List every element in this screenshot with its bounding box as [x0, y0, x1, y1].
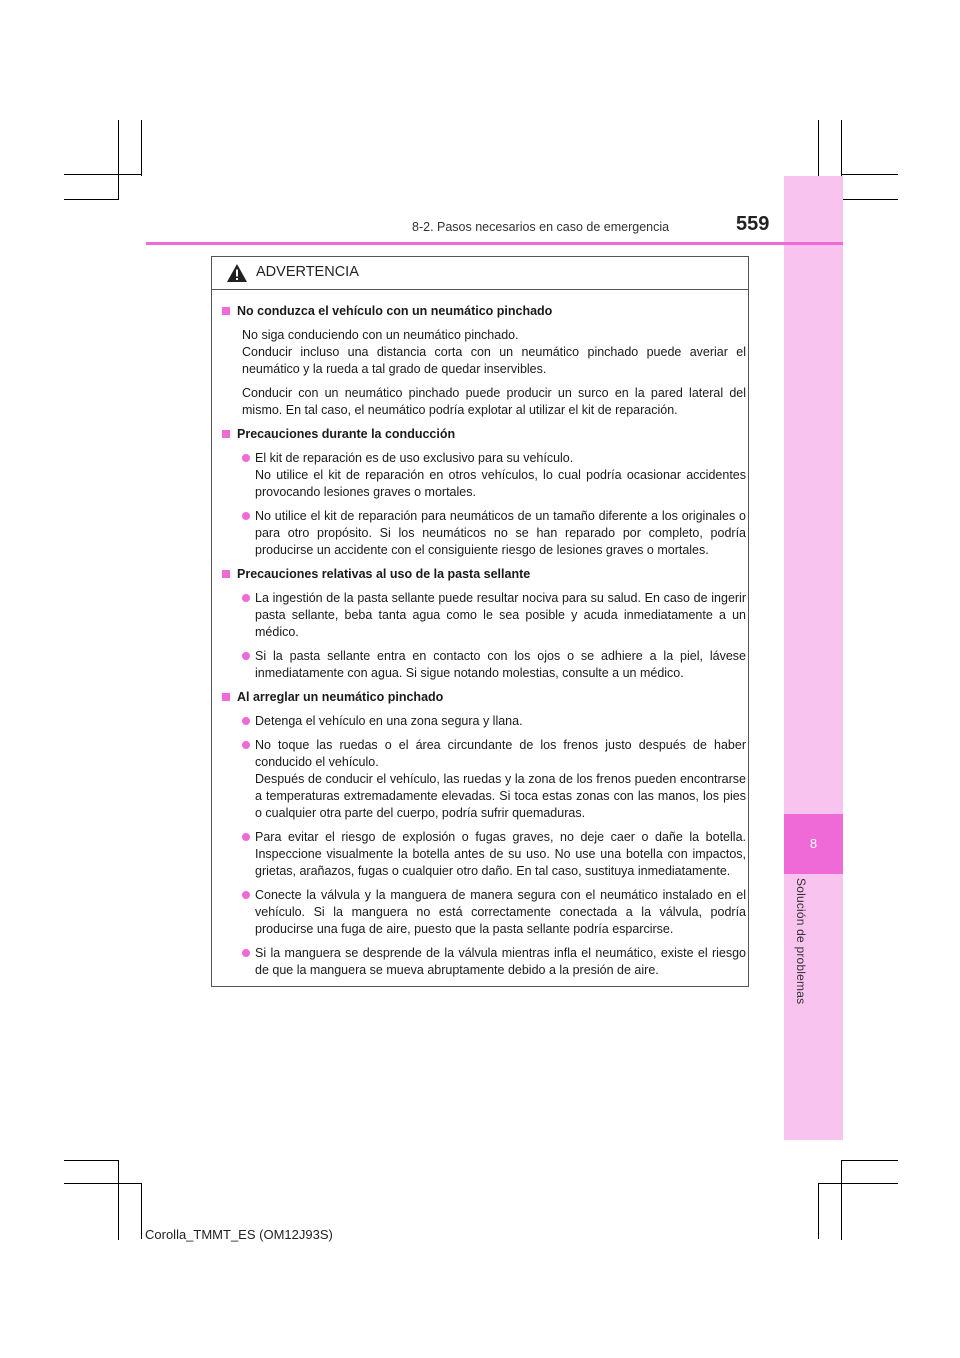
crop-mark [842, 1160, 898, 1161]
crop-mark [841, 1160, 842, 1240]
list-item: Si la pasta sellante entra en contacto con los ojos o se adhiere a la piel, lávese inmediatamente con agua. Si sigue notando molestias, consulte a un médico. [242, 648, 746, 682]
square-bullet-icon [222, 693, 230, 701]
crop-mark [818, 1183, 898, 1184]
circle-bullet-icon [242, 454, 250, 462]
circle-bullet-icon [242, 891, 250, 899]
page-number: 559 [736, 213, 770, 235]
paragraph: Conducir con un neumático pinchado puede producir un surco en la pared lateral del mismo. En tal caso, el neumático podría explotar al utilizar el kit de reparación. [242, 386, 746, 417]
paragraph: No siga conduciendo con un neumático pinchado. [242, 328, 519, 342]
circle-bullet-icon [242, 949, 250, 957]
footer-document-id: Corolla_TMMT_ES (OM12J93S) [145, 1227, 333, 1242]
crop-mark [64, 1160, 119, 1161]
crop-mark [118, 1160, 119, 1240]
list-item: La ingestión de la pasta sellante puede resultar nociva para su salud. En caso de ingerir pasta sellante, beba tanta agua como le sea posible y acuda inmediatamente a un médico. [242, 590, 746, 641]
crop-mark [818, 1183, 819, 1239]
list-item: Para evitar el riesgo de explosión o fugas graves, no deje caer o dañe la botella. Inspeccione visualmente la botella antes de su uso. No use una botella con impactos, grietas, arañazos, fugas o cualquier otro daño. En tal caso, sustituya inmediatamente. [242, 829, 746, 880]
circle-bullet-icon [242, 652, 250, 660]
section-heading: No conduzca el vehículo con un neumático pinchado [222, 303, 746, 320]
crop-mark [842, 174, 898, 175]
warning-title: ADVERTENCIA [256, 264, 359, 280]
crop-mark [118, 120, 119, 200]
section-title: 8-2. Pasos necesarios en caso de emergencia [412, 220, 670, 234]
warning-box [211, 256, 749, 987]
circle-bullet-icon [242, 741, 250, 749]
warning-header [212, 257, 748, 290]
list-item: Conecte la válvula y la manguera de manera segura con el neumático instalado en el vehículo. Si la manguera no está correctamente conectada a la válvula, podría producirse una fuga de aire, puesto que la pasta sellante podría esparcirse. [242, 887, 746, 938]
square-bullet-icon [222, 307, 230, 315]
crop-mark [842, 199, 898, 200]
chapter-number-badge [784, 814, 843, 874]
list-item: No toque las ruedas o el área circundante de los frenos justo después de haber conducido el vehículo. [242, 737, 746, 771]
list-item: Si la manguera se desprende de la válvula mientras infla el neumático, existe el riesgo de que la manguera se mueva abruptamente debido a la presión de aire. [242, 945, 746, 979]
header-rule [146, 242, 843, 245]
chapter-number: 8 [809, 836, 818, 851]
circle-bullet-icon [242, 512, 250, 520]
crop-mark [64, 174, 142, 175]
crop-mark [141, 1183, 142, 1239]
crop-mark [64, 199, 119, 200]
crop-mark [141, 120, 142, 176]
circle-bullet-icon [242, 833, 250, 841]
circle-bullet-icon [242, 594, 250, 602]
list-item: El kit de reparación es de uso exclusivo para su vehículo. [242, 450, 746, 467]
section-heading: Precauciones durante la conducción [222, 426, 746, 443]
list-item: No utilice el kit de reparación para neumáticos de un tamaño diferente a los originales o para otro propósito. Si los neumáticos no se han reparado por completo, podría producirse un accidente con el consiguiente riesgo de lesiones graves o mortales. [242, 508, 746, 559]
square-bullet-icon [222, 430, 230, 438]
section-heading: Al arreglar un neumático pinchado [222, 689, 746, 706]
crop-mark [841, 120, 842, 176]
chapter-title: Solución de problemas [794, 878, 808, 1005]
circle-bullet-icon [242, 717, 250, 725]
warning-triangle-icon [226, 263, 248, 283]
section-heading: Precauciones relativas al uso de la pasta sellante [222, 566, 746, 583]
paragraph: No utilice el kit de reparación en otros vehículos, lo cual podría ocasionar accidentes provocando lesiones graves o mortales. [255, 468, 746, 499]
square-bullet-icon [222, 570, 230, 578]
paragraph: Después de conducir el vehículo, las ruedas y la zona de los frenos pueden encontrarse a temperaturas extremadamente elevadas. Si toca estas zonas con las manos, los pies o cualquier otra parte del cuerpo, podría sufrir quemaduras. [255, 772, 746, 820]
list-item: Detenga el vehículo en una zona segura y llana. [242, 713, 746, 730]
crop-mark [64, 1183, 142, 1184]
warning-body [222, 303, 746, 986]
paragraph: Conducir incluso una distancia corta con un neumático pinchado puede averiar el neumático y la rueda a tal grado de quedar inservibles. [242, 345, 746, 376]
